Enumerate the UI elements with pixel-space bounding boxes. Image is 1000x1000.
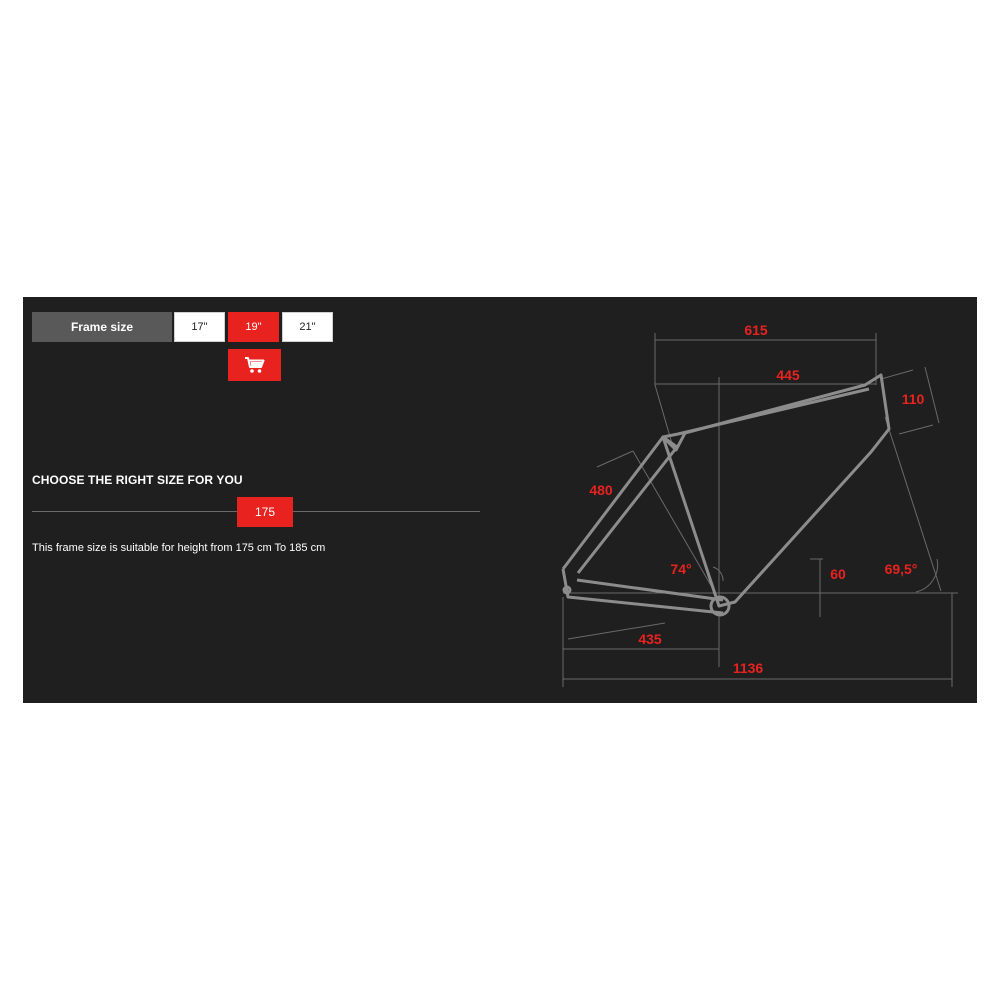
size-option-17[interactable]: 17"	[174, 312, 225, 342]
measure-seat-angle: 74°	[670, 561, 692, 577]
measure-bb-drop: 60	[830, 566, 846, 582]
height-slider-handle[interactable]: 175	[237, 497, 293, 527]
measure-chainstay: 435	[638, 631, 662, 647]
measure-top-tube-horizontal: 615	[744, 322, 768, 338]
measure-top-tube-effective: 445	[776, 367, 800, 383]
size-option-19[interactable]: 19"	[228, 312, 279, 342]
measure-head-tube: 110	[901, 391, 925, 407]
geometry-panel	[23, 297, 977, 703]
frame-size-label: Frame size	[32, 312, 172, 342]
frame-geometry-diagram	[23, 297, 977, 703]
choose-size-title: CHOOSE THE RIGHT SIZE FOR YOU	[32, 473, 243, 487]
size-option-21[interactable]: 21"	[282, 312, 333, 342]
measure-wheelbase: 1136	[732, 660, 764, 676]
suitable-height-text: This frame size is suitable for height from 175 cm To 185 cm	[32, 542, 326, 554]
measure-head-angle: 69,5°	[884, 561, 918, 577]
dimension-lines	[563, 333, 958, 687]
measure-seat-tube: 480	[589, 482, 613, 498]
